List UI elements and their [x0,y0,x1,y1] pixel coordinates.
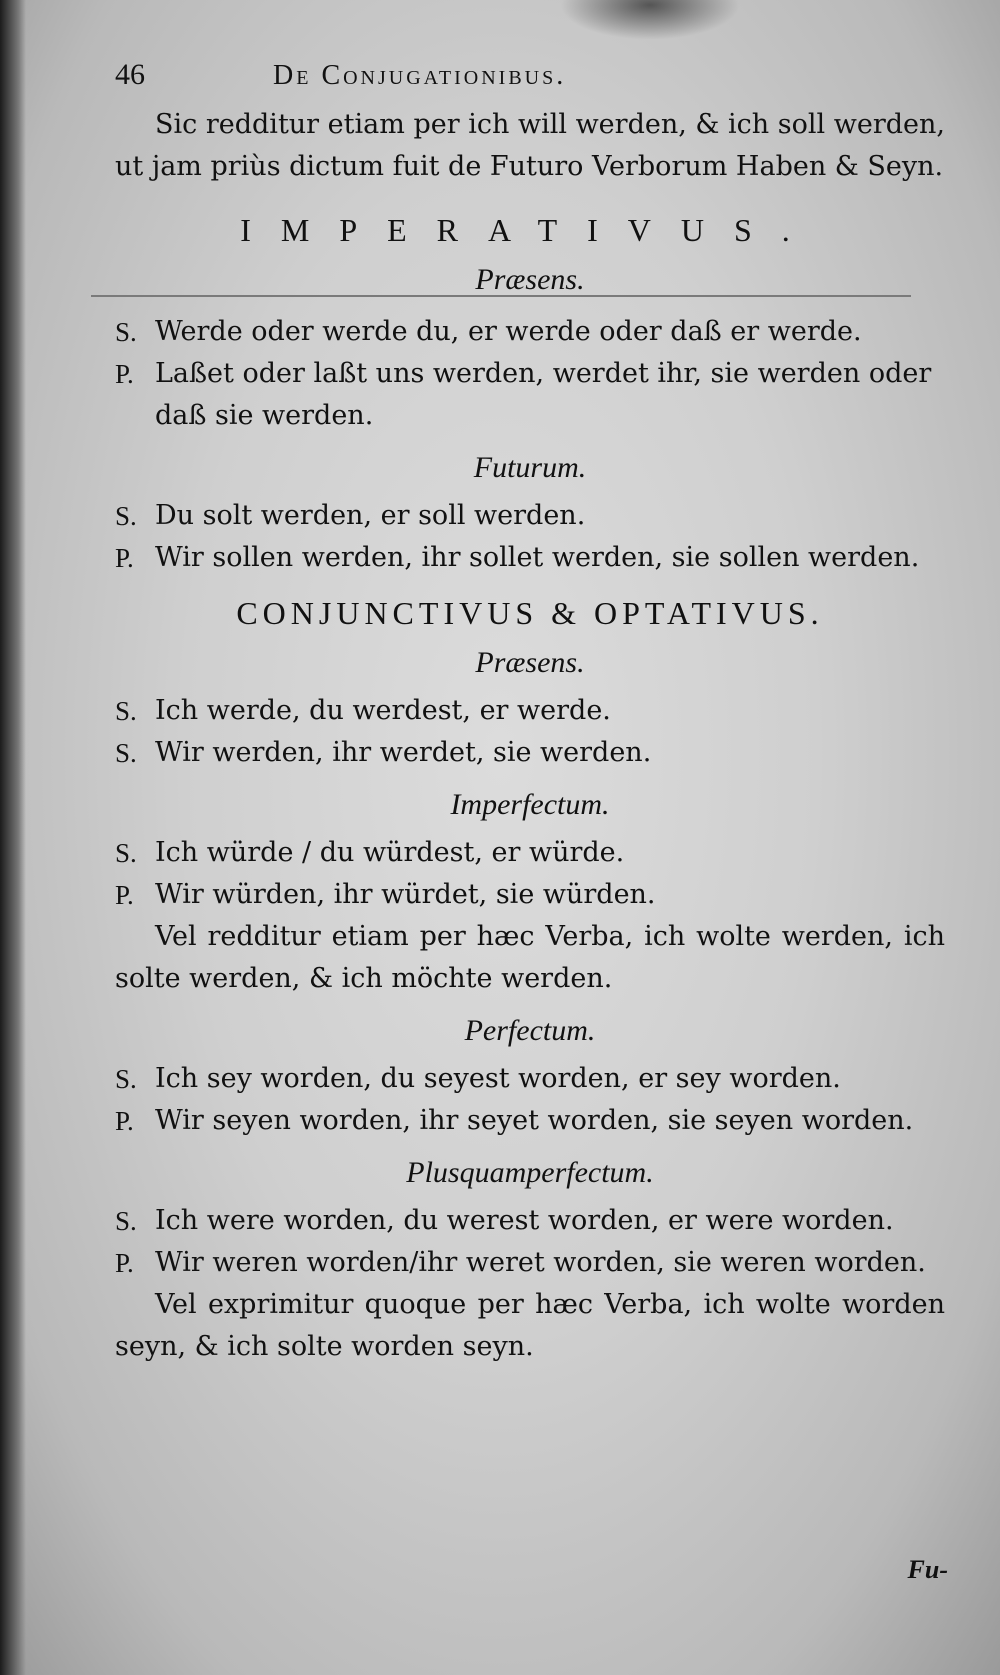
number-marker: P. [115,880,134,910]
number-marker: S. [115,1064,137,1094]
number-marker: S. [115,1206,137,1236]
conjugation-text: Wir sollen werden, ihr sollet werden, sie sollen werden. [155,542,920,573]
imperfectum-heading: Imperfectum. [450,788,610,821]
conjugation-row [115,311,945,353]
imperativus-praesens-heading: Præsens. [475,263,585,296]
conjugation-row [115,353,945,437]
conjugation-row [115,690,945,732]
number-marker: S. [115,738,137,768]
conjugation-text: Laßet oder laßt uns werden, werdet ihr, sie werden oder daß sie werden. [155,358,932,431]
number-marker: S. [115,696,137,726]
plusquamperfectum-heading: Plusquamperfectum. [406,1156,654,1189]
imperativus-heading: IMPERATIVUS. [240,212,820,248]
intro-paragraph: Sic redditur etiam per ich will werden, & ich soll werden, ut jam priùs dictum fuit de Futuro Verborum Haben & Seyn. [115,109,945,182]
conjugation-text: Du solt werden, er soll werden. [155,500,586,531]
conjugation-text: Wir werden, ihr werdet, sie werden. [155,737,652,768]
conjugation-row [115,732,945,774]
page-number: 46 [115,58,145,91]
imperativus-futurum-heading: Futurum. [473,451,587,484]
imperfectum-note: Vel redditur etiam per hæc Verba, ich wolte werden, ich solte werden, & ich möchte werden. [115,921,945,994]
conjugation-text: Wir würden, ihr würdet, sie würden. [155,879,656,910]
number-marker: S. [115,501,137,531]
conjugation-text: Wir seyen worden, ihr seyet worden, sie seyen worden. [155,1105,914,1136]
conjugation-row [115,1200,945,1242]
conjugation-text: Ich würde / du würdest, er würde. [155,837,625,868]
number-marker: P. [115,543,134,573]
conjugation-row [115,537,945,579]
conjugation-text: Ich were worden, du werest worden, er were worden. [155,1205,894,1236]
number-marker: S. [115,838,137,868]
catchword: Fu- [907,1555,948,1584]
conjugation-row [115,874,945,916]
number-marker: S. [115,317,137,347]
conjugation-row [115,1100,945,1142]
running-head [115,58,945,104]
conjugation-text: Ich sey worden, du seyest worden, er sey worden. [155,1063,841,1094]
conjugation-row [115,832,945,874]
conjugation-row [115,1242,945,1284]
running-title: De Conjugationibus. [273,60,567,91]
perfectum-heading: Perfectum. [464,1014,596,1047]
number-marker: P. [115,1106,134,1136]
number-marker: P. [115,1248,134,1278]
conjugation-text: Ich werde, du werdest, er werde. [155,695,611,726]
plusquamperfectum-note: Vel exprimitur quoque per hæc Verba, ich wolte worden seyn, & ich solte worden seyn. [115,1289,945,1362]
conjugation-text: Wir weren worden/ihr weret worden, sie weren worden. [155,1247,926,1278]
conjunctivus-praesens-heading: Præsens. [475,646,585,679]
page-content [115,58,945,1368]
conjugation-text: Werde oder werde du, er werde oder daß er werde. [155,316,862,347]
page-shadow [560,0,740,40]
conjunctivus-heading: CONJUNCTIVUS & OPTATIVUS. [236,595,824,631]
conjugation-row [115,1058,945,1100]
conjugation-row [115,495,945,537]
number-marker: P. [115,359,134,389]
